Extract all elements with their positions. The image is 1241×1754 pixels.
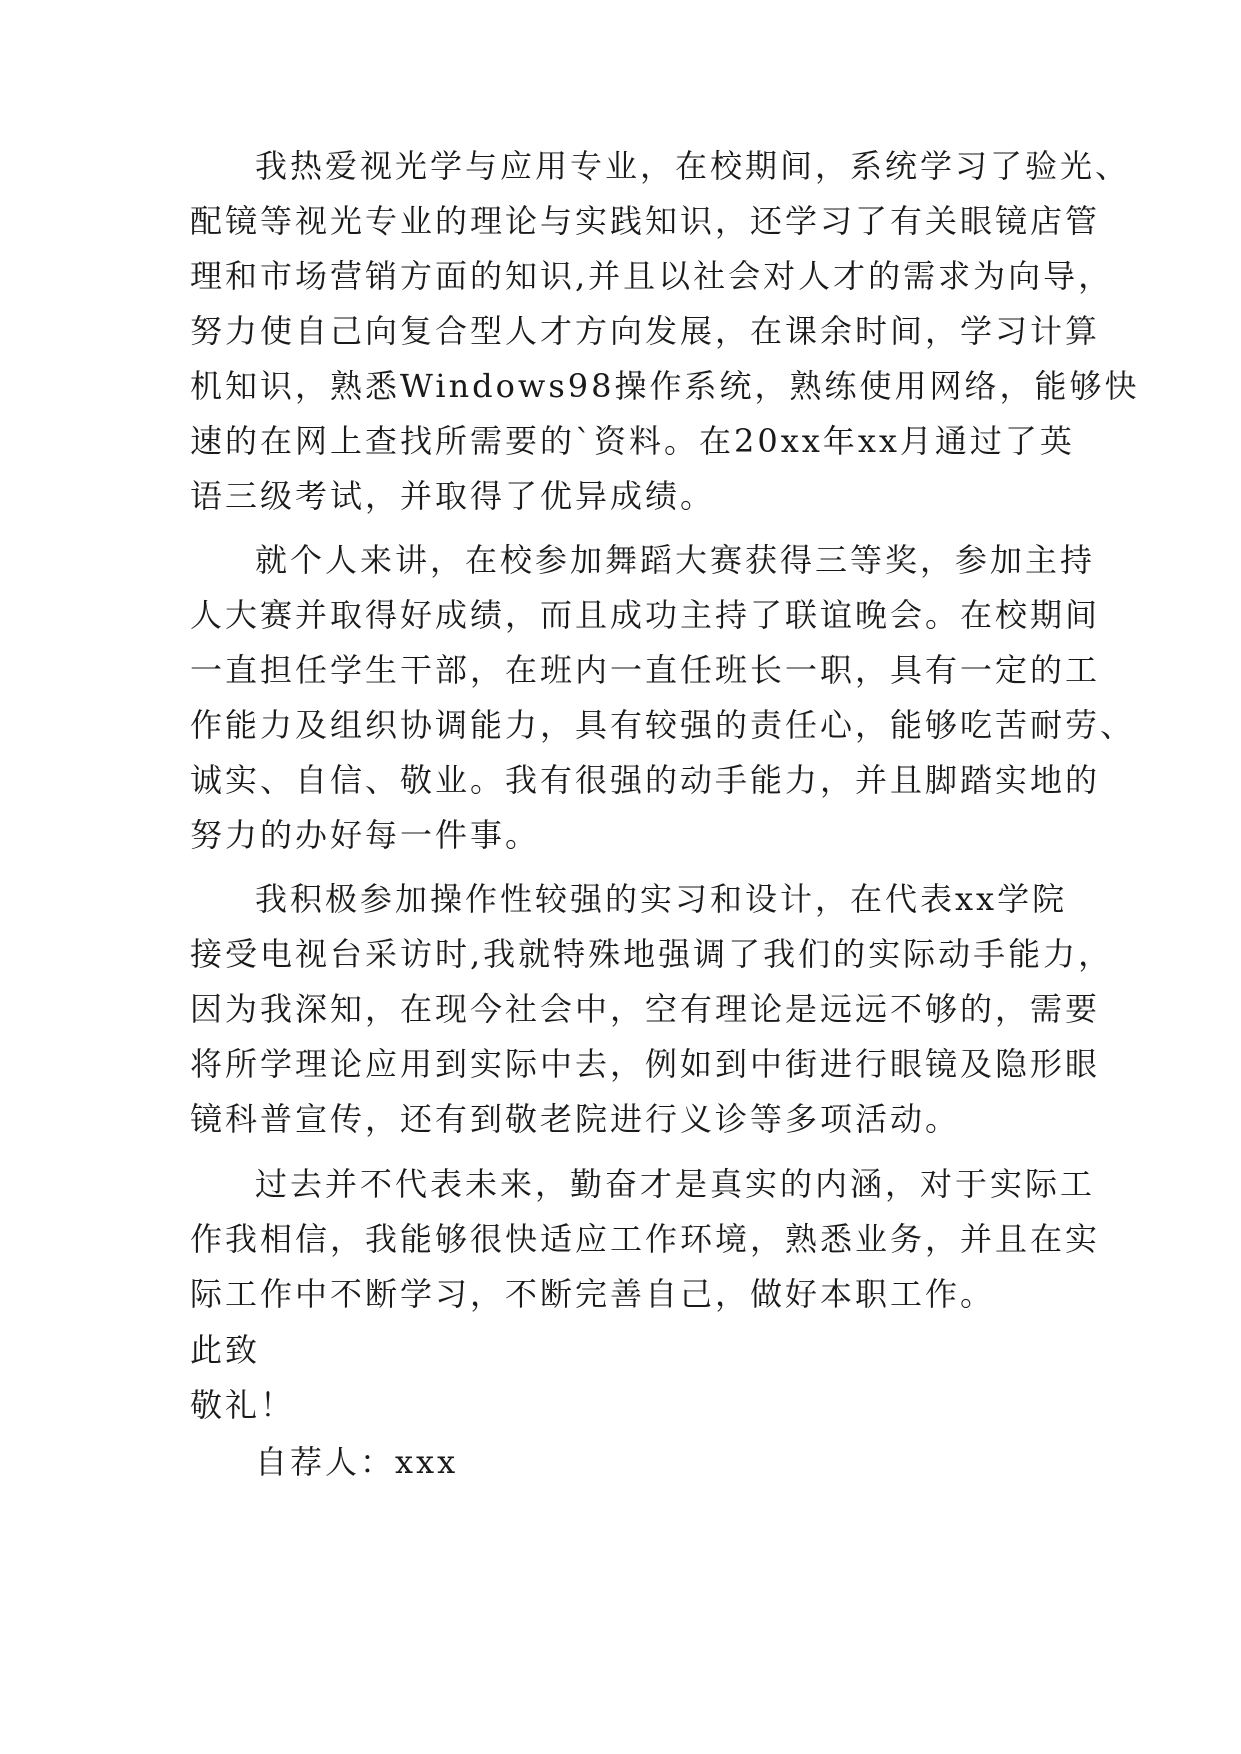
paragraph-3-line-3: 因为我深知，在现今社会中，空有理论是远远不够的，需要 <box>190 990 1101 1028</box>
paragraph-1-line-4: 努力使自己向复合型人才方向发展，在课余时间，学习计算 <box>190 312 1101 350</box>
paragraph-4-line-2: 作我相信，我能够很快适应工作环境，熟悉业务，并且在实 <box>190 1220 1101 1258</box>
paragraph-2-line-6: 努力的办好每一件事。 <box>190 816 541 854</box>
closing-regards: 敬礼！ <box>190 1386 296 1424</box>
paragraph-4-line-1: 过去并不代表未来，勤奋才是真实的内涵，对于实际工 <box>255 1165 1096 1203</box>
paragraph-2-line-2: 人大赛并取得好成绩，而且成功主持了联谊晚会。在校期间 <box>190 596 1101 634</box>
paragraph-1-line-1: 我热爱视光学与应用专业，在校期间，系统学习了验光、 <box>255 147 1131 185</box>
paragraph-1-line-5: 机知识，熟悉Windows98操作系统，熟练使用网络，能够快 <box>190 367 1140 405</box>
paragraph-2-line-4: 作能力及组织协调能力，具有较强的责任心，能够吃苦耐劳、 <box>190 706 1136 744</box>
paragraph-3-line-1: 我积极参加操作性较强的实习和设计，在代表xx学院 <box>255 880 1068 918</box>
paragraph-3-line-2: 接受电视台采访时,我就特殊地强调了我们的实际动手能力， <box>190 935 1114 973</box>
paragraph-4-line-3: 际工作中不断学习，不断完善自己，做好本职工作。 <box>190 1275 996 1313</box>
paragraph-1-line-3: 理和市场营销方面的知识,并且以社会对人才的需求为向导， <box>190 257 1114 295</box>
paragraph-1-line-7: 语三级考试，并取得了优异成绩。 <box>190 477 716 515</box>
paragraph-3-line-5: 镜科普宣传，还有到敬老院进行义诊等多项活动。 <box>190 1100 961 1138</box>
paragraph-2-line-3: 一直担任学生干部，在班内一直任班长一职，具有一定的工 <box>190 651 1101 689</box>
paragraph-1-line-2: 配镜等视光专业的理论与实践知识，还学习了有关眼镜店管 <box>190 202 1101 240</box>
closing-salutation: 此致 <box>190 1331 261 1369</box>
paragraph-3-line-4: 将所学理论应用到实际中去，例如到中街进行眼镜及隐形眼 <box>190 1045 1101 1083</box>
paragraph-2-line-5: 诚实、自信、敬业。我有很强的动手能力，并且脚踏实地的 <box>190 761 1101 799</box>
signature-line: 自荐人：xxx <box>255 1443 459 1481</box>
paragraph-2-line-1: 就个人来讲，在校参加舞蹈大赛获得三等奖，参加主持 <box>255 541 1096 579</box>
paragraph-1-line-6: 速的在网上查找所需要的`资料。在20xx年xx月通过了英 <box>190 422 1075 460</box>
